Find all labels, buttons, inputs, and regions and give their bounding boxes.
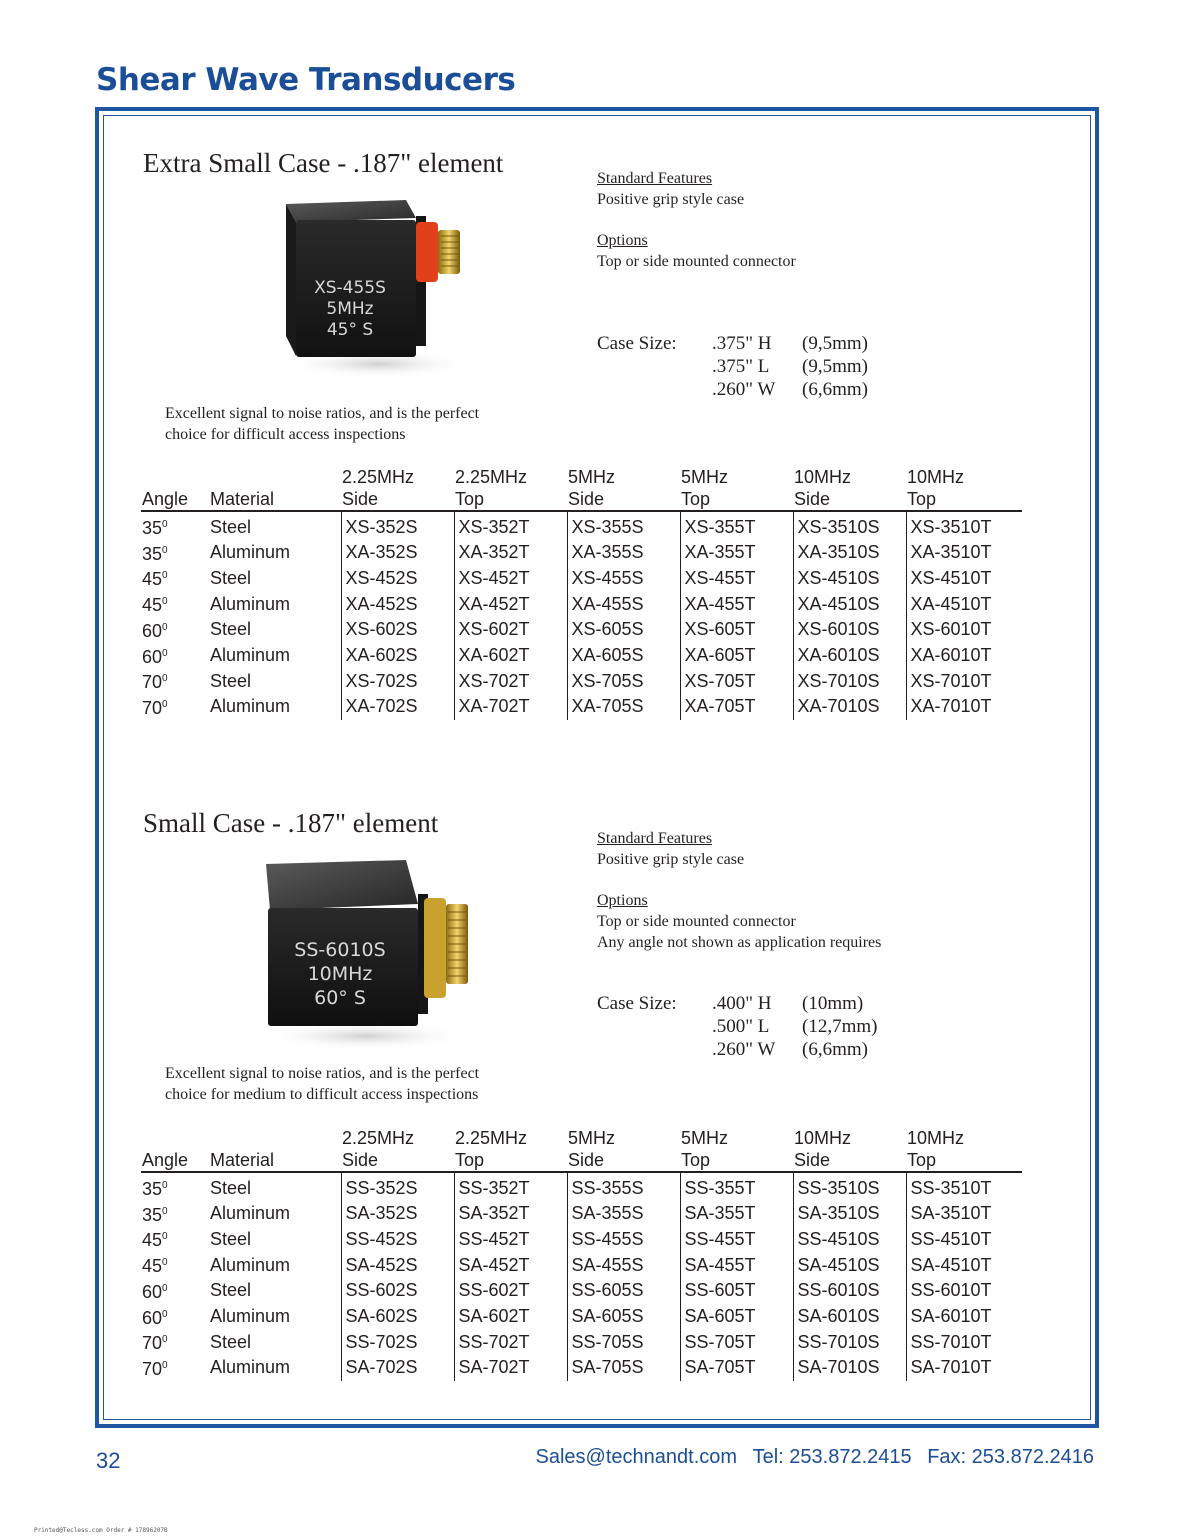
header-frequency: 2.25MHz xyxy=(455,467,528,487)
photo-label-freq: 10MHz xyxy=(307,963,373,985)
part-number-cell: XA-6010S xyxy=(793,643,906,669)
part-number-cell: SA-602S xyxy=(341,1304,454,1330)
material-cell: Aluminum xyxy=(210,1306,291,1327)
header-mount: Side xyxy=(342,489,379,509)
part-number-cell: XS-7010S xyxy=(793,668,906,694)
header-mount: Top xyxy=(681,1150,711,1170)
angle-cell xyxy=(141,617,209,643)
features-block xyxy=(597,828,881,953)
part-number-cell: SS-602T xyxy=(454,1278,567,1304)
angle-value: 60 xyxy=(142,646,163,667)
material-cell: Steel xyxy=(210,1331,252,1352)
table-row xyxy=(141,1226,1022,1252)
part-number-cell: XA-705S xyxy=(567,694,680,720)
header-angle: Angle xyxy=(141,1127,209,1172)
angle-value: 70 xyxy=(142,1333,163,1354)
header-mount: Top xyxy=(455,489,485,509)
header-mount: Side xyxy=(342,1150,379,1170)
part-number-cell: XA-455S xyxy=(567,591,680,617)
header-frequency: 10MHz xyxy=(907,1128,965,1148)
angle-value: 60 xyxy=(142,1281,163,1302)
material-cell: Aluminum xyxy=(210,696,291,717)
table-row xyxy=(141,1329,1022,1355)
table-row xyxy=(141,1304,1022,1330)
printer-mark: Printed@Tecless.com Order # 17896207B xyxy=(34,1527,168,1534)
part-number-cell: XS-6010T xyxy=(906,617,1022,643)
header-mount: Top xyxy=(907,1150,937,1170)
angle-value: 45 xyxy=(142,1230,163,1251)
part-number-cell: XA-7010T xyxy=(906,694,1022,720)
part-number-cell: SS-705T xyxy=(680,1329,793,1355)
angle-cell xyxy=(141,1278,209,1304)
case-size-height-metric: (10mm) xyxy=(802,993,864,1014)
photo-label-model: SS-6010S xyxy=(294,939,386,961)
page-number: 32 xyxy=(96,1448,121,1473)
header-col-1 xyxy=(341,1127,454,1172)
degree-mark: 0 xyxy=(162,1180,168,1191)
part-number-cell: SA-605S xyxy=(567,1304,680,1330)
angle-cell xyxy=(141,1226,209,1252)
part-number-cell: SA-705T xyxy=(680,1355,793,1381)
part-number-cell: SA-352T xyxy=(454,1201,567,1227)
part-number-cell: SS-605T xyxy=(680,1278,793,1304)
section-extra-small-case xyxy=(0,148,1195,798)
part-number-cell: SA-452T xyxy=(454,1252,567,1278)
table-row xyxy=(141,511,1022,540)
degree-mark: 0 xyxy=(162,1308,168,1320)
section-title: Extra Small Case - .187" element xyxy=(143,148,504,178)
part-number-cell: SS-455S xyxy=(567,1226,680,1252)
option-item: Any angle not shown as application requires xyxy=(597,934,882,951)
degree-mark: 0 xyxy=(162,519,168,530)
table-row xyxy=(141,1252,1022,1278)
table-row xyxy=(141,643,1022,669)
part-number-cell: XA-4510T xyxy=(906,591,1022,617)
table-row xyxy=(141,617,1022,643)
part-number-cell: XA-452T xyxy=(454,591,567,617)
material-cell: Aluminum xyxy=(210,645,291,666)
header-frequency: 5MHz xyxy=(681,467,729,487)
page-title: Shear Wave Transducers xyxy=(96,62,516,98)
part-number-cell: XS-3510S xyxy=(793,511,906,540)
material-cell: Steel xyxy=(210,1177,252,1198)
sales-email-link[interactable]: Sales@technandt.com xyxy=(535,1446,738,1468)
part-number-cell: XS-605T xyxy=(680,617,793,643)
case-size-label: Case Size: xyxy=(597,993,677,1014)
case-size-length-metric: (12,7mm) xyxy=(802,1016,878,1037)
part-number-cell: SA-3510T xyxy=(906,1201,1022,1227)
part-number-cell: XA-352S xyxy=(341,540,454,566)
case-size-height: .400" H xyxy=(712,993,772,1014)
material-cell: Steel xyxy=(210,567,252,588)
part-number-cell: SS-3510S xyxy=(793,1172,906,1201)
case-size-label: Case Size: xyxy=(597,333,677,354)
material-cell: Steel xyxy=(210,516,252,537)
options-heading: Options xyxy=(597,232,648,249)
table-row xyxy=(141,565,1022,591)
table-row xyxy=(141,591,1022,617)
header-mount: Side xyxy=(568,489,605,509)
case-size-width: .260" W xyxy=(712,379,776,400)
material-cell: Steel xyxy=(210,1228,252,1249)
part-number-cell: XA-3510S xyxy=(793,540,906,566)
header-mount: Top xyxy=(681,489,711,509)
part-number-cell: SS-352S xyxy=(341,1172,454,1201)
angle-cell xyxy=(141,1172,209,1201)
description-line: Excellent signal to noise ratios, and is the perfect xyxy=(165,1065,480,1082)
angle-value: 60 xyxy=(142,620,163,641)
header-col-5 xyxy=(793,466,906,511)
part-number-cell: XS-702T xyxy=(454,668,567,694)
angle-cell xyxy=(141,540,209,566)
part-number-cell: SS-355S xyxy=(567,1172,680,1201)
part-number-cell: SA-6010T xyxy=(906,1304,1022,1330)
header-mount: Side xyxy=(568,1150,605,1170)
section-small-case xyxy=(0,808,1195,1458)
case-size-width-metric: (6,6mm) xyxy=(802,1039,868,1060)
header-mount: Side xyxy=(794,1150,831,1170)
part-number-cell: SS-3510T xyxy=(906,1172,1022,1201)
part-number-cell: SA-452S xyxy=(341,1252,454,1278)
header-frequency: 2.25MHz xyxy=(342,1128,415,1148)
header-frequency: 10MHz xyxy=(794,1128,852,1148)
table-row xyxy=(141,668,1022,694)
standard-features-heading: Standard Features xyxy=(597,170,713,187)
ss-transducer-photo xyxy=(256,854,496,1054)
part-number-cell: XA-705T xyxy=(680,694,793,720)
part-number-cell: XS-4510T xyxy=(906,565,1022,591)
part-number-cell: SA-3510S xyxy=(793,1201,906,1227)
part-number-cell: XA-455T xyxy=(680,591,793,617)
photo-label-angle: 45° S xyxy=(326,320,374,340)
part-number-cell: XA-605T xyxy=(680,643,793,669)
part-number-cell: SS-4510T xyxy=(906,1226,1022,1252)
angle-value: 35 xyxy=(142,543,163,564)
material-cell: Steel xyxy=(210,670,252,691)
part-number-cell: XS-452S xyxy=(341,565,454,591)
part-number-cell: SA-7010T xyxy=(906,1355,1022,1381)
xs-transducer-photo xyxy=(278,196,488,386)
part-number-cell: SS-7010T xyxy=(906,1329,1022,1355)
part-number-cell: XA-355T xyxy=(680,540,793,566)
part-number-cell: SS-702S xyxy=(341,1329,454,1355)
angle-value: 35 xyxy=(142,518,163,538)
angle-value: 70 xyxy=(142,672,163,693)
part-number-cell: XS-452T xyxy=(454,565,567,591)
spec-table-small xyxy=(141,1127,1022,1381)
header-col-5 xyxy=(793,1127,906,1172)
standard-features-heading: Standard Features xyxy=(597,830,713,847)
case-size-height-metric: (9,5mm) xyxy=(802,333,868,354)
material-cell: Aluminum xyxy=(210,542,291,563)
description-line: choice for medium to difficult access inspections xyxy=(165,1086,479,1103)
case-size-length: .500" L xyxy=(712,1016,770,1037)
header-frequency: 5MHz xyxy=(681,1128,729,1148)
part-number-cell: SS-4510S xyxy=(793,1226,906,1252)
case-size-width: .260" W xyxy=(712,1039,776,1060)
material-cell: Steel xyxy=(210,619,252,640)
degree-mark: 0 xyxy=(162,621,168,633)
angle-cell xyxy=(141,668,209,694)
part-number-cell: XA-702S xyxy=(341,694,454,720)
header-col-2 xyxy=(454,1127,567,1172)
description xyxy=(165,403,565,445)
header-material: Material xyxy=(209,466,341,511)
header-material: Material xyxy=(209,1127,341,1172)
part-number-cell: SA-4510S xyxy=(793,1252,906,1278)
part-number-cell: SA-705S xyxy=(567,1355,680,1381)
part-number-cell: XA-602T xyxy=(454,643,567,669)
header-col-6 xyxy=(906,466,1022,511)
degree-mark: 0 xyxy=(162,1334,168,1346)
degree-mark: 0 xyxy=(162,596,168,608)
part-number-cell: XA-605S xyxy=(567,643,680,669)
angle-cell xyxy=(141,643,209,669)
case-size-width-metric: (6,6mm) xyxy=(802,379,868,400)
table-row xyxy=(141,1355,1022,1381)
angle-value: 45 xyxy=(142,569,163,590)
photo-label-model: XS-455S xyxy=(314,278,386,298)
table-row xyxy=(141,540,1022,566)
part-number-cell: XA-602S xyxy=(341,643,454,669)
part-number-cell: SA-355S xyxy=(567,1201,680,1227)
degree-mark: 0 xyxy=(162,698,168,710)
material-cell: Steel xyxy=(210,1280,252,1301)
description-line: choice for difficult access inspections xyxy=(165,426,406,443)
photo-label-angle: 60° S xyxy=(314,987,366,1009)
table-row xyxy=(141,1278,1022,1304)
part-number-cell: SS-6010T xyxy=(906,1278,1022,1304)
spec-table-extra-small xyxy=(141,466,1022,720)
option-item: Top or side mounted connector xyxy=(597,253,796,270)
part-number-cell: SS-7010S xyxy=(793,1329,906,1355)
photo-label-freq: 5MHz xyxy=(326,299,374,319)
standard-feature-item: Positive grip style case xyxy=(597,191,745,208)
part-number-cell: XA-355S xyxy=(567,540,680,566)
degree-mark: 0 xyxy=(162,1231,168,1243)
part-number-cell: XA-4510S xyxy=(793,591,906,617)
part-number-cell: XS-355S xyxy=(567,511,680,540)
part-number-cell: XS-705T xyxy=(680,668,793,694)
part-number-cell: SA-455T xyxy=(680,1252,793,1278)
part-number-cell: XA-3510T xyxy=(906,540,1022,566)
header-frequency: 10MHz xyxy=(907,467,965,487)
part-number-cell: XA-702T xyxy=(454,694,567,720)
part-number-cell: SA-605T xyxy=(680,1304,793,1330)
part-number-cell: XS-352T xyxy=(454,511,567,540)
part-number-cell: XS-602T xyxy=(454,617,567,643)
angle-cell xyxy=(141,1201,209,1227)
header-frequency: 5MHz xyxy=(568,1128,616,1148)
part-number-cell: XS-455S xyxy=(567,565,680,591)
angle-cell xyxy=(141,1355,209,1381)
part-number-cell: XS-3510T xyxy=(906,511,1022,540)
part-number-cell: SA-455S xyxy=(567,1252,680,1278)
part-number-cell: SS-6010S xyxy=(793,1278,906,1304)
material-cell: Aluminum xyxy=(210,1203,291,1224)
header-frequency: 5MHz xyxy=(568,467,616,487)
angle-cell xyxy=(141,694,209,720)
part-number-cell: XA-352T xyxy=(454,540,567,566)
header-frequency: 2.25MHz xyxy=(455,1128,528,1148)
part-number-cell: SA-6010S xyxy=(793,1304,906,1330)
angle-cell xyxy=(141,511,209,540)
case-size-length-metric: (9,5mm) xyxy=(802,356,868,377)
angle-value: 60 xyxy=(142,1307,163,1328)
material-cell: Aluminum xyxy=(210,593,291,614)
standard-feature-item: Positive grip style case xyxy=(597,851,745,868)
angle-cell xyxy=(141,565,209,591)
angle-cell xyxy=(141,1329,209,1355)
telephone-number: Tel: 253.872.2415 xyxy=(752,1446,912,1468)
case-size-height: .375" H xyxy=(712,333,772,354)
degree-mark: 0 xyxy=(162,647,168,659)
part-number-cell: SS-705S xyxy=(567,1329,680,1355)
angle-value: 45 xyxy=(142,1256,163,1277)
part-number-cell: XS-605S xyxy=(567,617,680,643)
section-title: Small Case - .187" element xyxy=(143,808,439,838)
contact-line xyxy=(536,1446,1094,1469)
part-number-cell: SS-452S xyxy=(341,1226,454,1252)
part-number-cell: SA-702S xyxy=(341,1355,454,1381)
angle-cell xyxy=(141,1252,209,1278)
material-cell: Aluminum xyxy=(210,1254,291,1275)
header-col-4 xyxy=(680,1127,793,1172)
degree-mark: 0 xyxy=(162,570,168,582)
part-number-cell: SS-702T xyxy=(454,1329,567,1355)
part-number-cell: SS-355T xyxy=(680,1172,793,1201)
degree-mark: 0 xyxy=(162,1282,168,1294)
degree-mark: 0 xyxy=(162,1257,168,1269)
angle-cell xyxy=(141,591,209,617)
part-number-cell: XS-6010S xyxy=(793,617,906,643)
table-row xyxy=(141,1172,1022,1201)
part-number-cell: SA-7010S xyxy=(793,1355,906,1381)
part-number-cell: SA-4510T xyxy=(906,1252,1022,1278)
part-number-cell: XA-7010S xyxy=(793,694,906,720)
angle-value: 70 xyxy=(142,697,163,718)
part-number-cell: XS-7010T xyxy=(906,668,1022,694)
option-item: Top or side mounted connector xyxy=(597,913,796,930)
degree-mark: 0 xyxy=(162,1205,168,1217)
header-col-2 xyxy=(454,466,567,511)
angle-value: 35 xyxy=(142,1179,163,1199)
degree-mark: 0 xyxy=(162,544,168,556)
angle-value: 45 xyxy=(142,595,163,616)
degree-mark: 0 xyxy=(162,1359,168,1371)
header-col-4 xyxy=(680,466,793,511)
part-number-cell: SS-455T xyxy=(680,1226,793,1252)
case-size-length: .375" L xyxy=(712,356,770,377)
part-number-cell: XS-602S xyxy=(341,617,454,643)
description-line: Excellent signal to noise ratios, and is the perfect xyxy=(165,405,480,422)
material-cell: Aluminum xyxy=(210,1357,291,1378)
header-frequency: 2.25MHz xyxy=(342,467,415,487)
table-row xyxy=(141,1201,1022,1227)
angle-value: 35 xyxy=(142,1204,163,1225)
part-number-cell: XS-455T xyxy=(680,565,793,591)
options-heading: Options xyxy=(597,892,648,909)
features-block xyxy=(597,168,796,272)
part-number-cell: XA-6010T xyxy=(906,643,1022,669)
part-number-cell: SS-602S xyxy=(341,1278,454,1304)
header-mount: Top xyxy=(455,1150,485,1170)
part-number-cell: SA-352S xyxy=(341,1201,454,1227)
angle-value: 70 xyxy=(142,1358,163,1379)
header-angle: Angle xyxy=(141,466,209,511)
description xyxy=(165,1063,565,1105)
header-mount: Top xyxy=(907,489,937,509)
part-number-cell: XS-705S xyxy=(567,668,680,694)
part-number-cell: SA-602T xyxy=(454,1304,567,1330)
degree-mark: 0 xyxy=(162,673,168,685)
header-col-3 xyxy=(567,466,680,511)
part-number-cell: XA-452S xyxy=(341,591,454,617)
angle-cell xyxy=(141,1304,209,1330)
table-row xyxy=(141,694,1022,720)
fax-number: Fax: 253.872.2416 xyxy=(927,1446,1094,1468)
part-number-cell: SA-355T xyxy=(680,1201,793,1227)
part-number-cell: XS-702S xyxy=(341,668,454,694)
part-number-cell: SA-702T xyxy=(454,1355,567,1381)
part-number-cell: XS-355T xyxy=(680,511,793,540)
part-number-cell: SS-605S xyxy=(567,1278,680,1304)
header-mount: Side xyxy=(794,489,831,509)
header-col-1 xyxy=(341,466,454,511)
part-number-cell: SS-352T xyxy=(454,1172,567,1201)
part-number-cell: SS-452T xyxy=(454,1226,567,1252)
part-number-cell: XS-4510S xyxy=(793,565,906,591)
part-number-cell: XS-352S xyxy=(341,511,454,540)
header-col-3 xyxy=(567,1127,680,1172)
header-frequency: 10MHz xyxy=(794,467,852,487)
header-col-6 xyxy=(906,1127,1022,1172)
